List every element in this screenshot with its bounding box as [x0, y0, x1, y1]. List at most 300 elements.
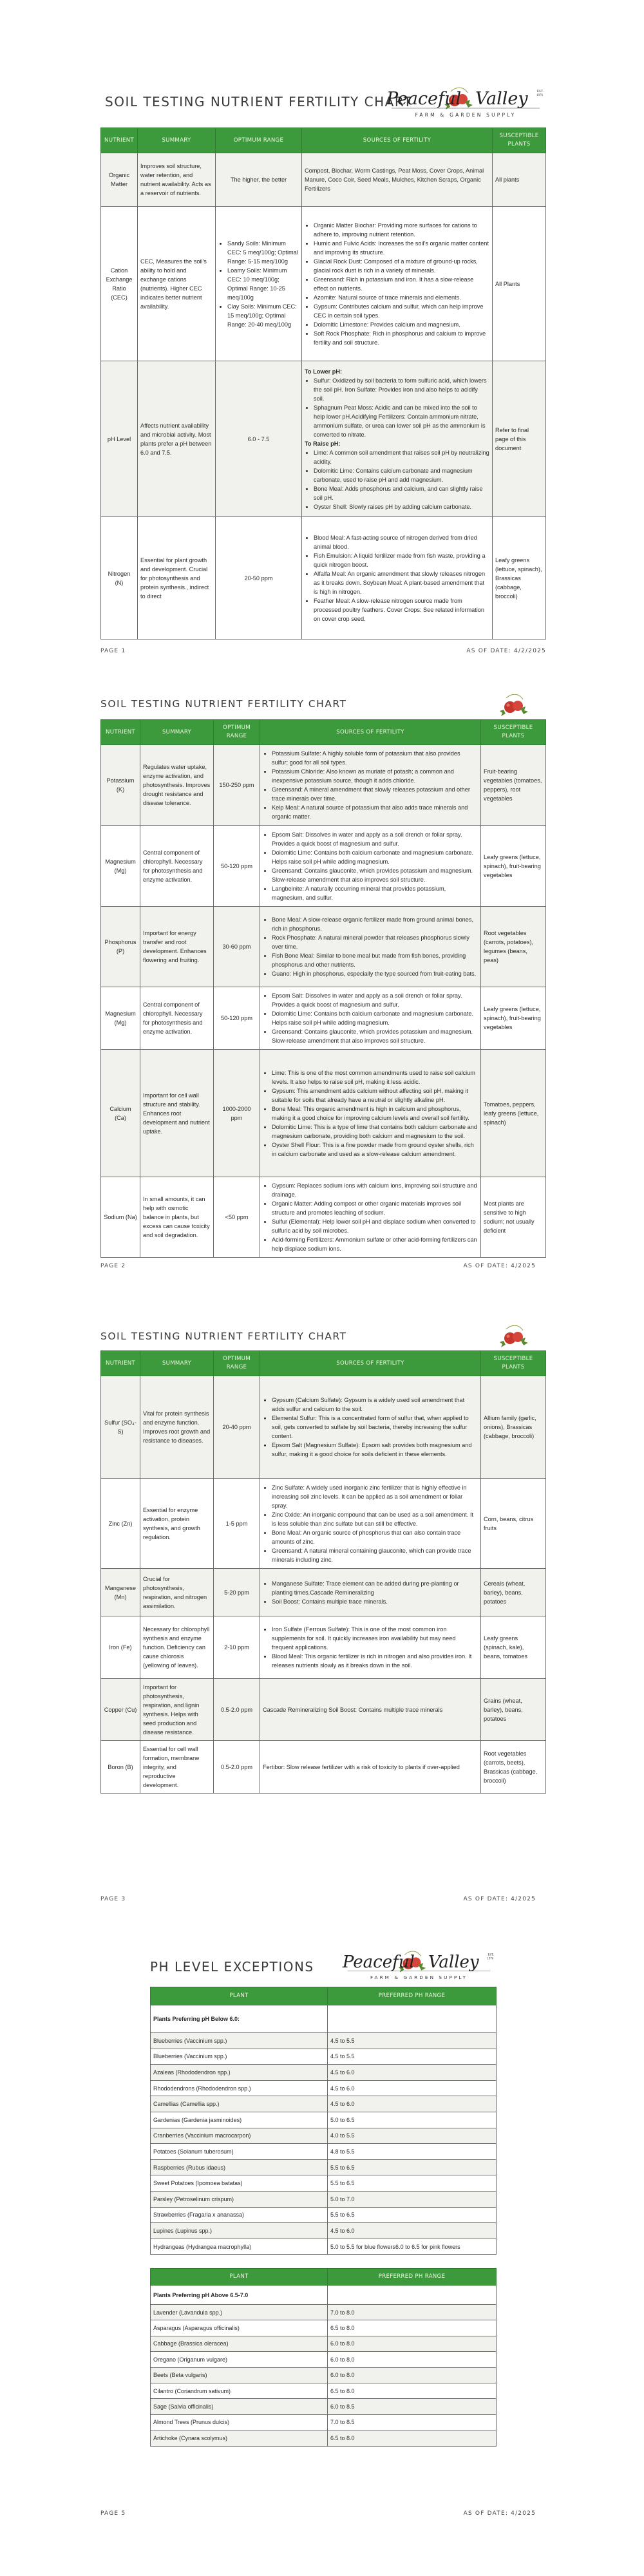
- table-row: [151, 2128, 497, 2144]
- sources-list: [263, 915, 478, 978]
- plant-cell: Lavender (Lavandula spp.): [151, 2305, 328, 2320]
- sources-cell: Compost, Biochar, Worm Castings, Peat Moss, Cover Crops, Animal Manure, Coco Coir, Seed Meals, Mulches, Kitchen Scraps, Organic Fertilizers: [302, 153, 493, 207]
- source-item: • Sphagnum Peat Moss: Acidic and can be mixed into the soil to help lower pH.Acidifying Fertilizers: Contain ammonium nitrate, ammonium sulfate, or urea can lower soil pH as the ammonium is converted to nitrate.: [314, 403, 489, 439]
- source-item: • Fish Bone Meal: Similar to bone meal but made from fish bones, providing phosphorus and other nutrients.: [272, 951, 478, 969]
- page-number: PAGE 2: [100, 1263, 126, 1269]
- susceptible-plants-cell: Leafy greens (lettuce, spinach), fruit-bearing vegetables: [481, 826, 546, 907]
- plant-cell: Gardenias (Gardenia jasminoides): [151, 2112, 328, 2128]
- sources-cell: [260, 907, 481, 987]
- source-item: • Kelp Meal: A natural source of potassium that also adds trace minerals and organic matter.: [272, 803, 478, 821]
- ph-range-cell: 6.0 to 8.0: [328, 2352, 497, 2367]
- optimum-range-cell: 50-120 ppm: [214, 987, 260, 1050]
- summary-cell: Essential for enzyme activation, protein synthesis, and growth regulation.: [140, 1479, 214, 1569]
- nutrient-cell: Iron (Fe): [101, 1616, 140, 1679]
- optimum-range-cell: 2-10 ppm: [214, 1616, 260, 1679]
- plant-cell: Blueberries (Vaccinium spp.): [151, 2033, 328, 2049]
- source-item: • Potassium Sulfate: A highly soluble form of potassium that also provides sulfur; good for all soil types.: [272, 749, 478, 767]
- range-list: [218, 239, 299, 329]
- logo-wordmark-1: Peaceful: [386, 89, 462, 109]
- table-row: [101, 153, 546, 207]
- nutrient-cell: Cation Exchange Ratio (CEC): [101, 207, 138, 361]
- logo-est: EST.: [537, 90, 544, 93]
- table-row: [101, 207, 546, 361]
- plant-cell: Raspberries (Rubus idaeus): [151, 2159, 328, 2175]
- table-row: [101, 1616, 546, 1679]
- optimum-range-cell: [216, 207, 302, 361]
- summary-cell: Crucial for photosynthesis, respiration, and nitrogen assimilation.: [140, 1569, 214, 1616]
- susceptible-plants-cell: Refer to final page of this document: [493, 361, 546, 517]
- nutrient-cell: Zinc (Zn): [101, 1479, 140, 1569]
- source-item: • Guano: High in phosphorus, especially the type sourced from fruit-eating bats.: [272, 969, 478, 978]
- ph-range-cell: 4.5 to 6.0: [328, 2065, 497, 2081]
- nutrient-chart-table: [100, 128, 546, 639]
- range-item: • Clay Soils: Minimum CEC: 15 meq/100g; Optimal Range: 20-40 meq/100g: [227, 302, 299, 329]
- optimum-range-cell: 50-120 ppm: [214, 826, 260, 907]
- ph-exceptions-table: [150, 2268, 497, 2447]
- ph-range-cell: 5.0 to 5.5 for blue flowers6.0 to 6.5 for pink flowers: [328, 2239, 497, 2255]
- optimum-range-cell: 1000-2000 ppm: [214, 1050, 260, 1177]
- source-item: • Glacial Rock Dust: Composed of a mixture of ground-up rocks, glacial rock dust is rich in a variety of minerals.: [314, 257, 489, 275]
- section-row: [151, 2005, 497, 2033]
- table-row: [151, 2430, 497, 2446]
- table-row: [101, 907, 546, 987]
- nutrient-cell: Calcium (Ca): [101, 1050, 140, 1177]
- source-item: • Bone Meal: A slow-release organic fertilizer made from ground animal bones, rich in phosphorus.: [272, 915, 478, 933]
- susceptible-plants-cell: Tomatoes, peppers, leafy greens (lettuce, spinach): [481, 1050, 546, 1177]
- plant-cell: Oregano (Origanum vulgare): [151, 2352, 328, 2367]
- sources-list: [263, 1181, 478, 1253]
- peaceful-valley-logo: [340, 1947, 498, 1982]
- plant-cell: Rhododendrons (Rhododendron spp.): [151, 2080, 328, 2096]
- summary-cell: CEC, Measures the soil's ability to hold and exchange cations (nutrients). Higher CEC indicates better nutrient availability.: [138, 207, 216, 361]
- logo-tagline: FARM & GARDEN SUPPLY: [370, 1975, 468, 1981]
- optimum-range-cell: 0.5-2.0 ppm: [214, 1679, 260, 1741]
- as-of-date: AS OF DATE: 4/2/2025: [466, 648, 546, 654]
- source-item: • Gypsum: Replaces sodium ions with calcium ions, improving soil structure and drainage.: [272, 1181, 478, 1199]
- plant-cell: Sage (Salvia officinalis): [151, 2399, 328, 2414]
- sources-list: [263, 1068, 478, 1159]
- source-item: • Greensand: Contains glauconite, which provides potassium and magnesium. Slow-release amendment that also improves soil structure.: [272, 1027, 478, 1045]
- nutrient-cell: Copper (Cu): [101, 1679, 140, 1741]
- source-item: • Sulfur (Elemental): Help lower soil pH and displace sodium when converted to sulfuric acid by soil microbes.: [272, 1217, 478, 1235]
- nutrient-cell: Nitrogen (N): [101, 517, 138, 639]
- column-header: PREFERRED PH RANGE: [328, 1987, 497, 2005]
- ph-range-cell: 4.5 to 5.5: [328, 2049, 497, 2065]
- table-row: [151, 2112, 497, 2128]
- table-row: [151, 2305, 497, 2320]
- sources-cell: [302, 361, 493, 517]
- column-header: SUSCEPTIBLE PLANTS: [481, 1351, 546, 1376]
- susceptible-plants-cell: Corn, beans, citrus fruits: [481, 1479, 546, 1569]
- source-item: • Fish Emulsion: A liquid fertilizer made from fish waste, providing a quick nitrogen boost.: [314, 551, 489, 569]
- table-row: [151, 2320, 497, 2336]
- ph-range-cell: 7.0 to 8.5: [328, 2414, 497, 2430]
- source-item: • Zinc Oxide: An inorganic compound that can be used as a soil amendment. It is less soluble than zinc sulfate but can still be effective.: [272, 1510, 478, 1528]
- summary-cell: Important for cell wall structure and stability. Enhances root development and nutrient uptake.: [140, 1050, 214, 1177]
- sources-cell: [260, 826, 481, 907]
- source-item: • Greensand: A mineral amendment that slowly releases potassium and other trace minerals over time.: [272, 785, 478, 803]
- source-item: • Dolomitic Lime: Contains both calcium carbonate and magnesium carbonate. Helps raise soil pH while adding magnesium.: [272, 1009, 478, 1027]
- nutrient-cell: Magnesium (Mg): [101, 987, 140, 1050]
- summary-cell: Essential for plant growth and development. Crucial for photosynthesis and protein synthesis., indirect to direct: [138, 517, 216, 639]
- source-item: • Greensand: Contains glauconite, which provides potassium and magnesium. Slow-release amendment that also improves soil structure.: [272, 866, 478, 884]
- range-item: • Loamy Soils: Minimum CEC: 10 meq/100g; Optimal Range: 10-25 meq/100g: [227, 266, 299, 302]
- plant-cell: Potatoes (Solanum tuberosum): [151, 2144, 328, 2160]
- plant-cell: Cranberries (Vaccinium macrocarpon): [151, 2128, 328, 2144]
- ph-range-cell: 6.0 to 8.0: [328, 2336, 497, 2351]
- nutrient-chart-table: [100, 719, 546, 1258]
- sources-cell: [260, 745, 481, 826]
- ph-range-cell: 5.5 to 6.5: [328, 2207, 497, 2223]
- source-item: • Dolomitic Lime: This is a type of lime that contains both calcium carbonate and magnesium carbonate, providing both calcium and magnesium to the soil.: [272, 1122, 478, 1141]
- susceptible-plants-cell: All plants: [493, 153, 546, 207]
- table-row: [151, 2033, 497, 2049]
- ph-range-cell: 4.5 to 5.5: [328, 2033, 497, 2049]
- table-row: [151, 2159, 497, 2175]
- nutrient-cell: pH Level: [101, 361, 138, 517]
- logo-wordmark-2: Valley: [428, 1952, 479, 1972]
- sources-list: [263, 1579, 478, 1606]
- nutrient-cell: Potassium (K): [101, 745, 140, 826]
- column-header: SOURCES OF FERTILITY: [302, 128, 493, 153]
- page-title: SOIL TESTING NUTRIENT FERTILITY CHART: [100, 698, 347, 710]
- page-number: PAGE 5: [100, 2510, 126, 2517]
- source-item: • Rock Phosphate: A natural mineral powder that releases phosphorus slowly over time.: [272, 933, 478, 951]
- source-item: • Greensand: A natural mineral containing glauconite, which can provide trace minerals including zinc.: [272, 1546, 478, 1564]
- ph-range-cell: 5.5 to 6.5: [328, 2159, 497, 2175]
- sources-cell: [260, 1376, 481, 1479]
- summary-cell: Central component of chlorophyll. Necessary for photosynthesis and enzyme activation.: [140, 826, 214, 907]
- sources-cell: Fertibor: Slow release fertilizer with a risk of toxicity to plants if over-applied: [260, 1741, 481, 1794]
- column-header: SUSCEPTIBLE PLANTS: [493, 128, 546, 153]
- ph-range-cell: 4.0 to 5.5: [328, 2128, 497, 2144]
- source-item: • Gypsum (Calcium Sulfate): Gypsum is a widely used soil amendment that adds sulfur and calcium to the soil.: [272, 1396, 478, 1414]
- summary-cell: Essential for cell wall formation, membrane integrity, and reproductive development.: [140, 1741, 214, 1794]
- table-row: [101, 826, 546, 907]
- table-row: [101, 517, 546, 639]
- source-item: • Blood Meal: This organic fertilizer is rich in nitrogen and also provides iron. It releases nutrients slowly as it breaks down in the soil.: [272, 1652, 478, 1670]
- page-title: SOIL TESTING NUTRIENT FERTILITY CHART: [100, 1331, 347, 1342]
- table-row: [101, 1479, 546, 1569]
- column-header: OPTIMUM RANGE: [214, 720, 260, 745]
- susceptible-plants-cell: Allium family (garlic, onions), Brassicas (cabbage, broccoli): [481, 1376, 546, 1479]
- plant-cell: Azaleas (Rhododendron spp.): [151, 2065, 328, 2081]
- susceptible-plants-cell: Cereals (wheat, barley), beans, potatoes: [481, 1569, 546, 1616]
- sources-cell: [260, 1479, 481, 1569]
- sources-list: [263, 749, 478, 821]
- sources-cell: [260, 1569, 481, 1616]
- optimum-range-cell: <50 ppm: [214, 1177, 260, 1258]
- ph-range-cell: 4.5 to 6.0: [328, 2223, 497, 2239]
- column-header: OPTIMUM RANGE: [214, 1351, 260, 1376]
- plant-cell: Cilantro (Coriandrum sativum): [151, 2383, 328, 2398]
- susceptible-plants-cell: Leafy greens (lettuce, spinach), Brassicas (cabbage, broccoli): [493, 517, 546, 639]
- table-row: [101, 745, 546, 826]
- table-row: [101, 1679, 546, 1741]
- sources-cell: [260, 1050, 481, 1177]
- optimum-range-cell: 30-60 ppm: [214, 907, 260, 987]
- summary-cell: Important for photosynthesis, respiration, and lignin synthesis. Helps with seed production and disease resistance.: [140, 1679, 214, 1741]
- table-row: [101, 361, 546, 517]
- source-item: • Bone Meal: An organic source of phosphorus that can also contain trace amounts of zinc.: [272, 1528, 478, 1546]
- source-item: • Humic and Fulvic Acids: Increases the soil's organic matter content and improving its structure.: [314, 239, 489, 257]
- as-of-date: AS OF DATE: 4/2025: [463, 2510, 536, 2517]
- peaceful-valley-logo: [491, 1325, 537, 1349]
- optimum-range-cell: 20-40 ppm: [214, 1376, 260, 1479]
- ph-range-cell: 6.0 to 8.5: [328, 2399, 497, 2414]
- optimum-range-cell: 20-50 ppm: [216, 517, 302, 639]
- source-item: • Elemental Sulfur: This is a concentrated form of sulfur that, when applied to soil, gets converted to sulfate by soil bacteria, thereby increasing the sulfur content.: [272, 1414, 478, 1441]
- plant-cell: Parsley (Petroselinum crispum): [151, 2191, 328, 2207]
- column-header: SOURCES OF FERTILITY: [260, 720, 481, 745]
- column-header: NUTRIENT: [101, 720, 140, 745]
- plant-cell: Asparagus (Asparagus officinalis): [151, 2320, 328, 2336]
- source-item: • Epsom Salt: Dissolves in water and apply as a soil drench or foliar spray. Provides a quick boost of magnesium and sulfur.: [272, 830, 478, 848]
- source-item: • Lime: This is one of the most common amendments used to raise soil calcium levels. It also helps to raise soil pH, making it less acidic.: [272, 1068, 478, 1086]
- ph-range-cell: 6.5 to 8.0: [328, 2430, 497, 2446]
- nutrient-cell: Magnesium (Mg): [101, 826, 140, 907]
- susceptible-plants-cell: Most plants are sensitive to high sodium; not usually deficient: [481, 1177, 546, 1258]
- table-row: [101, 1177, 546, 1258]
- table-row: [151, 2191, 497, 2207]
- column-header: SUMMARY: [138, 128, 216, 153]
- source-item: • Organic Matter Biochar: Providing more surfaces for cations to adhere to, improving nutrient retention.: [314, 221, 489, 239]
- ph-range-cell: 7.0 to 8.0: [328, 2305, 497, 2320]
- peaceful-valley-logo: [385, 84, 546, 120]
- susceptible-plants-cell: Leafy greens (spinach, kale), beans, tomatoes: [481, 1616, 546, 1679]
- summary-cell: Central component of chlorophyll. Necessary for photosynthesis and enzyme activation.: [140, 987, 214, 1050]
- table-row: [101, 1741, 546, 1794]
- range-item: • Sandy Soils: Minimum CEC: 5 meq/100g; Optimal Range: 5-15 meq/100g: [227, 239, 299, 266]
- source-item: • Oyster Shell: Slowly raises pH by adding calcium carbonate.: [314, 502, 489, 511]
- source-item: • Greensand: Rich in potassium and iron. It has a slow-release effect on nutrients.: [314, 275, 489, 293]
- nutrient-cell: Sodium (Na): [101, 1177, 140, 1258]
- susceptible-plants-cell: Grains (wheat, barley), beans, potatoes: [481, 1679, 546, 1741]
- nutrient-cell: Boron (B): [101, 1741, 140, 1794]
- as-of-date: AS OF DATE: 4/2025: [463, 1896, 536, 1902]
- source-item: • Epsom Salt (Magnesium Sulfate): Epsom salt provides both magnesium and sulfur, making it a good choice for soils deficient in these elements.: [272, 1441, 478, 1459]
- plant-cell: Strawberries (Fragaria x ananassa): [151, 2207, 328, 2223]
- sources-list: [305, 533, 489, 623]
- optimum-range-cell: The higher, the better: [216, 153, 302, 207]
- logo-tagline: FARM & GARDEN SUPPLY: [415, 112, 516, 118]
- table-row: [151, 2336, 497, 2351]
- summary-cell: Affects nutrient availability and microbial activity. Most plants prefer a pH between 6.0 and 7.5.: [138, 361, 216, 517]
- sources-list: [263, 1396, 478, 1459]
- source-item: • Oyster Shell Flour: This is a fine powder made from ground oyster shells, rich in calcium carbonate and used as a slow-release calcium amendment.: [272, 1141, 478, 1159]
- source-item: • Sulfur: Oxidized by soil bacteria to form sulfuric acid, which lowers the soil pH. Iron Sulfate: Provides iron and also helps to acidify soil.: [314, 376, 489, 403]
- column-header: NUTRIENT: [101, 128, 138, 153]
- susceptible-plants-cell: Root vegetables (carrots, beets), Brassicas (cabbage, broccoli): [481, 1741, 546, 1794]
- table-row: [101, 1569, 546, 1616]
- table-row: [151, 2096, 497, 2112]
- nutrient-cell: Sulfur (SO₄-S): [101, 1376, 140, 1479]
- column-header: OPTIMUM RANGE: [216, 128, 302, 153]
- sources-list: [263, 830, 478, 902]
- header-row: [101, 128, 546, 153]
- susceptible-plants-cell: Root vegetables (carrots, potatoes), legumes (beans, peas): [481, 907, 546, 987]
- column-header: PLANT: [151, 1987, 328, 2005]
- table-row: [101, 1376, 546, 1479]
- sources-list: [305, 448, 489, 511]
- column-header: SUMMARY: [140, 1351, 214, 1376]
- column-header: PREFERRED PH RANGE: [328, 2269, 497, 2286]
- source-item: • Alfalfa Meal: An organic amendment that slowly releases nitrogen as it breaks down. Soybean Meal: A plant-based amendment that is high in nitrogen.: [314, 569, 489, 596]
- table-row: [151, 2207, 497, 2223]
- ph-range-cell: 5.0 to 6.5: [328, 2112, 497, 2128]
- plant-cell: Cabbage (Brassica oleracea): [151, 2336, 328, 2351]
- plant-cell: Hydrangeas (Hydrangea macrophylla): [151, 2239, 328, 2255]
- sources-list: [263, 1483, 478, 1564]
- column-header: SUMMARY: [140, 720, 214, 745]
- source-item: • Dolomitic Limestone: Provides calcium and magnesium.: [314, 320, 489, 329]
- source-item: • Zinc Sulfate: A widely used inorganic zinc fertilizer that is highly effective in increasing soil zinc levels. It can be applied as a soil amendment or foliar spray.: [272, 1483, 478, 1510]
- table-row: [101, 987, 546, 1050]
- source-item: • Acid-forming Fertilizers: Ammonium sulfate or other acid-forming fertilizers can help displace sodium ions.: [272, 1235, 478, 1253]
- summary-cell: Improves soil structure, water retention, and nutrient availability. Acts as a reservoir of nutrients.: [138, 153, 216, 207]
- logo-wordmark-1: Peaceful: [342, 1952, 415, 1972]
- source-item: • Gypsum: Contributes calcium and sulfur, which can help improve CEC in certain soil types.: [314, 302, 489, 320]
- optimum-range-cell: 6.0 - 7.5: [216, 361, 302, 517]
- logo-wordmark-2: Valley: [475, 89, 528, 109]
- nutrient-cell: Phosphorus (P): [101, 907, 140, 987]
- tomato-icon: [500, 1325, 528, 1347]
- plant-cell: Beets (Beta vulgaris): [151, 2367, 328, 2383]
- table-row: [151, 2352, 497, 2367]
- empty-cell: [328, 2005, 497, 2033]
- page-title: PH LEVEL EXCEPTIONS: [150, 1959, 314, 1975]
- source-item: • Dolomitic Lime: Contains calcium carbonate and magnesium carbonate, used to raise pH and add magnesium.: [314, 466, 489, 484]
- optimum-range-cell: 150-250 ppm: [214, 745, 260, 826]
- source-item: • Iron Sulfate (Ferrous Sulfate): This is one of the most common iron supplements for soil. It quickly increases iron availability but may need frequent applications.: [272, 1625, 478, 1652]
- table-row: [151, 2065, 497, 2081]
- logo-year: 1976: [536, 94, 543, 97]
- section-row: [151, 2286, 497, 2305]
- peaceful-valley-logo: [491, 694, 537, 717]
- plant-cell: Camellias (Camellia spp.): [151, 2096, 328, 2112]
- ph-range-cell: 5.5 to 6.5: [328, 2175, 497, 2192]
- source-item: • Epsom Salt: Dissolves in water and apply as a soil drench or foliar spray. Provides a quick boost of magnesium and sulfur.: [272, 991, 478, 1009]
- source-item: • Gypsum: This amendment adds calcium without affecting soil pH, making it suitable for soils that already have a neutral or slightly alkaline pH.: [272, 1086, 478, 1104]
- ph-exceptions-table: [150, 1987, 497, 2255]
- nutrient-chart-table: [100, 1350, 546, 1794]
- sources-list: [263, 1625, 478, 1670]
- plant-cell: Blueberries (Vaccinium spp.): [151, 2049, 328, 2065]
- header-row: [101, 720, 546, 745]
- sources-subheading: To Raise pH:: [305, 440, 341, 447]
- header-row: [151, 1987, 497, 2005]
- optimum-range-cell: 0.5-2.0 ppm: [214, 1741, 260, 1794]
- page-number: PAGE 1: [100, 648, 126, 654]
- sources-cell: [260, 1616, 481, 1679]
- nutrient-cell: Manganese (Mn): [101, 1569, 140, 1616]
- ph-range-cell: 6.0 to 8.0: [328, 2367, 497, 2383]
- source-item: • Manganese Sulfate: Trace element can be added during pre-planting or planting times.Cascade Remineralizing: [272, 1579, 478, 1597]
- tomato-icon: [500, 694, 528, 716]
- susceptible-plants-cell: Fruit-bearing vegetables (tomatoes, peppers), root vegetables: [481, 745, 546, 826]
- susceptible-plants-cell: Leafy greens (lettuce, spinach), fruit-bearing vegetables: [481, 987, 546, 1050]
- source-item: • Feather Meal: A slow-release nitrogen source made from processed poultry feathers. Cover Crops: See related information on cover crop seed.: [314, 596, 489, 623]
- source-item: • Organic Matter: Adding compost or other organic materials improves soil structure and promotes leaching of sodium.: [272, 1199, 478, 1217]
- header-row: [101, 1351, 546, 1376]
- source-item: • Azomite: Natural source of trace minerals and elements.: [314, 293, 489, 302]
- summary-cell: Important for energy transfer and root development. Enhances flowering and fruiting.: [140, 907, 214, 987]
- sources-cell: [302, 207, 493, 361]
- sources-list: [305, 221, 489, 347]
- table-row: [151, 2414, 497, 2430]
- table-row: [151, 2367, 497, 2383]
- optimum-range-cell: 5-20 ppm: [214, 1569, 260, 1616]
- optimum-range-cell: 1-5 ppm: [214, 1479, 260, 1569]
- as-of-date: AS OF DATE: 4/2025: [463, 1263, 536, 1269]
- plant-cell: Lupines (Lupinus spp.): [151, 2223, 328, 2239]
- source-item: • Lime: A common soil amendment that raises soil pH by neutralizing acidity.: [314, 448, 489, 466]
- plant-cell: Almond Trees (Prunus dulcis): [151, 2414, 328, 2430]
- plant-cell: Sweet Potatoes (Ipomoea batatas): [151, 2175, 328, 2192]
- column-header: PLANT: [151, 2269, 328, 2286]
- nutrient-cell: Organic Matter: [101, 153, 138, 207]
- source-item: • Blood Meal: A fast-acting source of nitrogen derived from dried animal blood.: [314, 533, 489, 551]
- source-item: • Soft Rock Phosphate: Rich in phosphorus and calcium to improve fertility and soil structure.: [314, 329, 489, 347]
- page-number: PAGE 3: [100, 1896, 126, 1902]
- table-row: [151, 2175, 497, 2192]
- summary-cell: In small amounts, it can help with osmotic balance in plants, but excess can cause toxicity and soil degradation.: [140, 1177, 214, 1258]
- ph-range-cell: 5.0 to 7.0: [328, 2191, 497, 2207]
- summary-cell: Necessary for chlorophyll synthesis and enzyme function. Deficiency can cause chlorosis (yellowing of leaves).: [140, 1616, 214, 1679]
- ph-range-cell: 6.5 to 8.0: [328, 2383, 497, 2398]
- source-item: • Dolomitic Lime: Contains both calcium carbonate and magnesium carbonate. Helps raise soil pH while adding magnesium.: [272, 848, 478, 866]
- table-row: [151, 2383, 497, 2398]
- susceptible-plants-cell: All Plants: [493, 207, 546, 361]
- table-row: [151, 2223, 497, 2239]
- sources-cell: [302, 517, 493, 639]
- ph-range-cell: 6.5 to 8.0: [328, 2320, 497, 2336]
- column-header: NUTRIENT: [101, 1351, 140, 1376]
- sources-subheading: To Lower pH:: [305, 368, 343, 375]
- table-row: [151, 2144, 497, 2160]
- ph-range-cell: 4.5 to 6.0: [328, 2080, 497, 2096]
- table-row: [151, 2399, 497, 2414]
- table-row: [101, 1050, 546, 1177]
- page-title: SOIL TESTING NUTRIENT FERTILITY CHART: [105, 94, 413, 109]
- sources-cell: Cascade Remineralizing Soil Boost: Contains multiple trace minerals: [260, 1679, 481, 1741]
- section-heading: Plants Preferring pH Above 6.5-7.0: [151, 2286, 328, 2305]
- column-header: SUSCEPTIBLE PLANTS: [481, 720, 546, 745]
- section-heading: Plants Preferring pH Below 6.0:: [151, 2005, 328, 2033]
- sources-list: [263, 991, 478, 1045]
- plant-cell: Artichoke (Cynara scolymus): [151, 2430, 328, 2446]
- logo-est: EST.: [488, 1953, 494, 1957]
- sources-cell: [260, 987, 481, 1050]
- source-item: • Bone Meal: This organic amendment is high in calcium and phosphorus, making it a good choice for improving calcium levels and overall soil fertility.: [272, 1104, 478, 1122]
- column-header: SOURCES OF FERTILITY: [260, 1351, 481, 1376]
- header-row: [151, 2269, 497, 2286]
- source-item: • Bone Meal: Adds phosphorus and calcium, and can slightly raise soil pH.: [314, 484, 489, 502]
- ph-range-cell: 4.5 to 6.0: [328, 2096, 497, 2112]
- summary-cell: Vital for protein synthesis and enzyme function. Improves root growth and resistance to diseases.: [140, 1376, 214, 1479]
- ph-range-cell: 4.8 to 5.5: [328, 2144, 497, 2160]
- logo-year: 1976: [487, 1957, 494, 1961]
- source-item: • Langbeinite: A naturally occurring mineral that provides potassium, magnesium, and sulfur.: [272, 884, 478, 902]
- source-item: • Potassium Chloride: Also known as muriate of potash; a common and inexpensive potassium source, though it adds chloride.: [272, 767, 478, 785]
- table-row: [151, 2239, 497, 2255]
- table-row: [151, 2049, 497, 2065]
- summary-cell: Regulates water uptake, enzyme activation, and photosynthesis. Improves drought resistance and disease tolerance.: [140, 745, 214, 826]
- sources-cell: [260, 1177, 481, 1258]
- empty-cell: [328, 2286, 497, 2305]
- sources-list: [305, 376, 489, 439]
- source-item: • Soil Boost: Contains multiple trace minerals.: [272, 1597, 478, 1606]
